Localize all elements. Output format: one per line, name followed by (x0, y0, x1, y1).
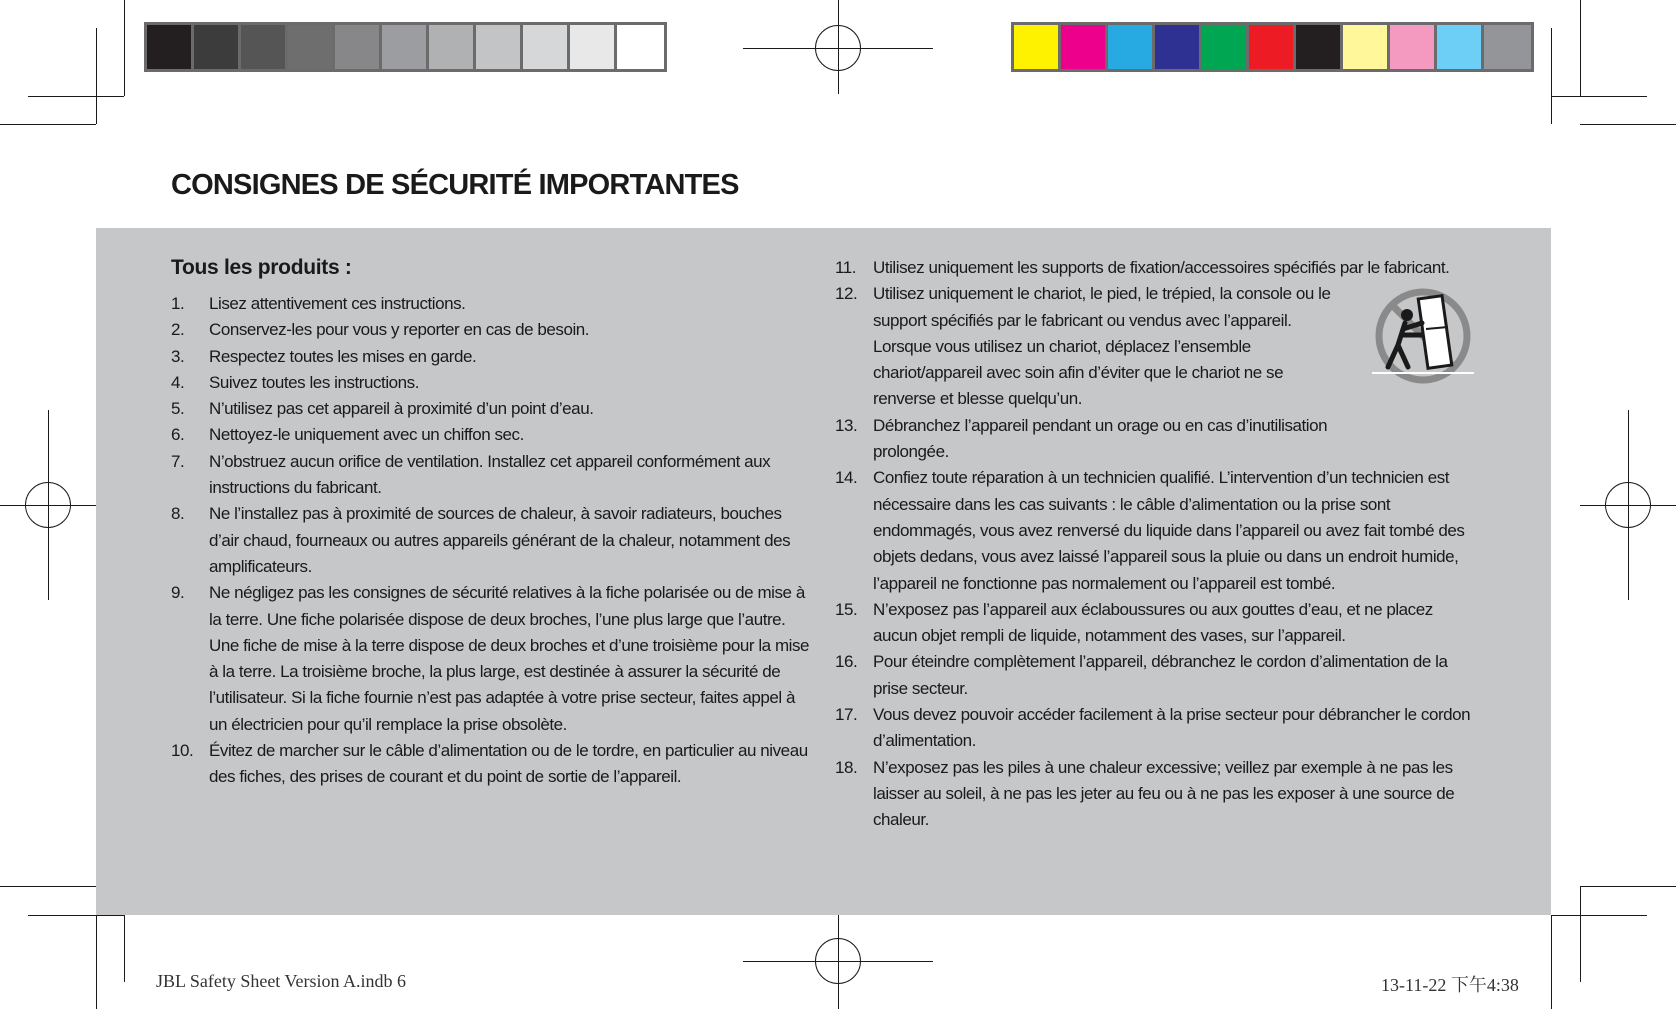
crop-mark-top-left-h (28, 96, 124, 97)
item-number: 12. (835, 284, 858, 304)
item-text: N’exposez pas les piles à une chaleur excessive; veillez par exemple à ne pas les laisser au soleil, à ne pas les jeter au feu ou à ne pas les exposer à une source de chaleur. (873, 757, 1455, 830)
item-text: Utilisez uniquement le chariot, le pied, le trépied, la console ou le support spécifiés par le fabricant ou vendus avec l’appareil. Lorsque vous utilisez un chariot, déplacez l’ensemble chariot/appareil avec soin afin d’éviter que le chariot ne se renverse et blesse quelqu’un. (873, 284, 1331, 409)
list-item (171, 317, 811, 343)
item-text: Conservez-les pour vous y reporter en cas de besoin. (209, 320, 590, 340)
color-swatch-9 (1390, 25, 1437, 69)
crop-mark-top-right-h2 (1580, 124, 1676, 125)
crop-mark-top-right-v2 (1580, 0, 1581, 96)
list-item (835, 649, 1480, 702)
crop-mark-bottom-left-h (28, 915, 124, 916)
item-text: Confiez toute réparation à un technicien qualifié. L’intervention d’un technicien est nécessaire dans les cas suivants : le câble d’alimentation ou la prise sont endommagés, vous avez renversé du liquide dans l’appareil ou avez fait tombé des objets dedans, vous avez laissé l’appareil sous la pluie ou dans un endroit humide, l’appareil ne fonctionne pas normalement ou l’appareil est tombé. (873, 468, 1465, 593)
list-item (835, 597, 1480, 650)
gray-swatch-5 (335, 25, 382, 69)
item-number: 3. (171, 346, 185, 366)
item-number: 7. (171, 451, 185, 471)
crop-mark-bottom-left-h2 (0, 886, 96, 887)
crop-mark-bottom-right-v2 (1580, 886, 1581, 982)
item-number: 15. (835, 599, 858, 619)
item-text: Ne l’installez pas à proximité de sources de chaleur, à savoir radiateurs, bouches d’air chaud, fourneaux ou autres appareils générant de la chaleur, notamment des amplificateurs. (209, 504, 791, 576)
cart-tip-over-warning-icon (1370, 287, 1476, 385)
color-swatch-1 (1014, 25, 1061, 69)
crop-mark-bottom-right-h2 (1580, 886, 1676, 887)
list-item (171, 396, 811, 422)
gray-swatch-8 (476, 25, 523, 69)
item-number: 18. (835, 757, 858, 777)
section-heading: Tous les produits : (171, 256, 352, 279)
crop-mark-top-right-h (1551, 96, 1647, 97)
gray-swatch-6 (382, 25, 429, 69)
item-text: Respectez toutes les mises en garde. (209, 346, 477, 366)
color-swatch-11 (1484, 25, 1531, 69)
list-item (835, 413, 1480, 466)
color-swatch-8 (1343, 25, 1390, 69)
color-swatch-5 (1202, 25, 1249, 69)
list-item (171, 344, 811, 370)
color-swatch-7 (1296, 25, 1343, 69)
gray-swatch-4 (288, 25, 335, 69)
list-item (835, 755, 1480, 834)
item-number: 9. (171, 583, 185, 603)
item-text: N’obstruez aucun orifice de ventilation. Installez cet appareil conformément aux instructions du fabricant. (209, 451, 771, 498)
color-swatch-6 (1249, 25, 1296, 69)
crop-mark-bottom-right-v (1551, 915, 1552, 1009)
item-number: 14. (835, 468, 858, 488)
color-swatch-bar (1011, 22, 1534, 72)
item-text: Évitez de marcher sur le câble d’alimentation ou de le tordre, en particulier au niveau des fiches, des prises de courant et du point de sortie de l’appareil. (209, 741, 808, 787)
list-item (835, 255, 1480, 281)
item-text: Utilisez uniquement les supports de fixation/accessoires spécifiés par le fabricant. (873, 258, 1450, 277)
crop-mark-bottom-right-h (1551, 915, 1647, 916)
item-number: 17. (835, 705, 858, 725)
item-text: N’exposez pas l’appareil aux éclaboussures ou aux gouttes d’eau, et ne placez aucun objet rempli de liquide, notamment des vases, sur l’appareil. (873, 599, 1433, 646)
crop-mark-top-left-v2 (124, 0, 125, 96)
gray-swatch-10 (570, 25, 617, 69)
list-item (171, 422, 811, 448)
gray-swatch-9 (523, 25, 570, 69)
color-swatch-3 (1108, 25, 1155, 69)
left-column (171, 253, 811, 791)
item-text: Lisez attentivement ces instructions. (209, 294, 466, 313)
gray-swatch-1 (147, 25, 194, 69)
item-text: Ne négligez pas les consignes de sécurité relatives à la fiche polarisée ou de mise à la terre. Une fiche polarisée dispose de deux broches, l’une plus large que l’autre. Une fiche de mise à la terre dispose de deux broches et d’une troisième pour la mise à la terre. La troisième broche, la plus large, est destinée à assurer la sécurité de l’utilisateur. Si la fiche fournie n’est pas adaptée à votre prise secteur, faites appel à un électricien pour qu’il remplace la prise obsolète. (209, 583, 810, 734)
color-swatch-4 (1155, 25, 1202, 69)
item-number: 10. (171, 741, 194, 761)
item-number: 5. (171, 399, 185, 419)
list-item (835, 465, 1480, 596)
item-number: 11. (835, 258, 857, 277)
item-text: Nettoyez-le uniquement avec un chiffon sec. (209, 425, 524, 445)
item-text: Vous devez pouvoir accéder facilement à la prise secteur pour débrancher le cordon d’alimentation. (873, 705, 1471, 751)
gray-swatch-7 (429, 25, 476, 69)
gray-swatch-3 (241, 25, 288, 69)
instruction-list-left (171, 291, 811, 791)
page-title: CONSIGNES DE SÉCURITÉ IMPORTANTES (171, 169, 739, 201)
crop-mark-top-left-h2 (0, 124, 96, 125)
footer-file-label: JBL Safety Sheet Version A.indb 6 (156, 971, 406, 991)
item-text: N’utilisez pas cet appareil à proximité d’un point d’eau. (209, 399, 594, 419)
crop-mark-top-right-v (1551, 28, 1552, 124)
item-text: Pour éteindre complètement l’appareil, débranchez le cordon d’alimentation de la prise secteur. (873, 652, 1448, 698)
item-number: 4. (171, 372, 185, 392)
crop-mark-bottom-left-v (96, 915, 97, 1009)
item-text: Suivez toutes les instructions. (209, 372, 419, 392)
gray-swatch-11 (617, 25, 664, 69)
list-item (171, 580, 811, 738)
crop-mark-top-left-v (96, 28, 97, 124)
list-item (171, 291, 811, 317)
item-number: 6. (171, 425, 185, 445)
list-item (171, 738, 811, 791)
grayscale-swatch-bar (144, 22, 667, 72)
list-item (171, 370, 811, 396)
item-number: 8. (171, 504, 185, 524)
footer-timestamp: 13-11-22 下午4:38 (1381, 975, 1519, 995)
list-item (171, 501, 811, 580)
item-number: 13. (835, 415, 858, 435)
gray-swatch-2 (194, 25, 241, 69)
item-text: Débranchez l’appareil pendant un orage ou en cas d’inutilisation prolongée. (873, 415, 1328, 462)
item-number: 2. (171, 320, 185, 340)
item-number: 1. (171, 294, 185, 313)
item-number: 16. (835, 652, 858, 672)
color-swatch-2 (1061, 25, 1108, 69)
list-item (171, 449, 811, 502)
list-item (835, 702, 1480, 755)
color-swatch-10 (1437, 25, 1484, 69)
